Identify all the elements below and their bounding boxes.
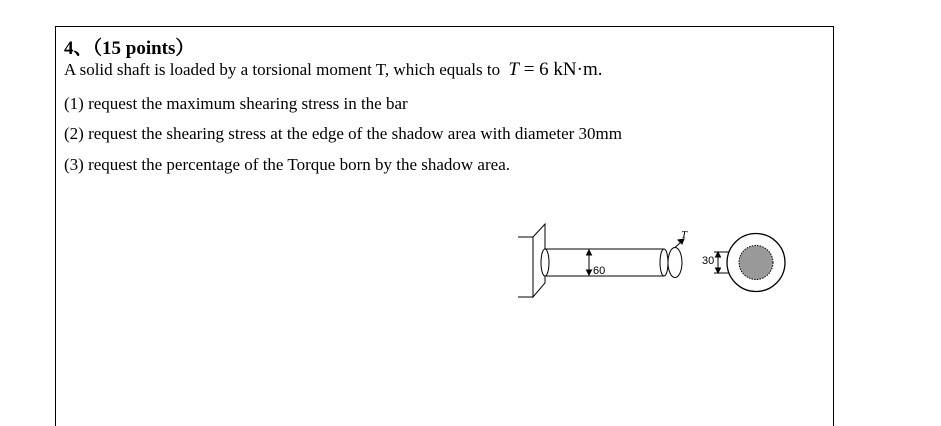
- question-1: (1) request the maximum shearing stress in the bar: [64, 94, 408, 113]
- shaft-diameter-label: 60: [593, 265, 606, 277]
- question-2: (2) request the shearing stress at the edge of the shadow area with diameter 30mm: [64, 124, 622, 143]
- torque-formula: [508, 59, 602, 80]
- formula-variable: T: [508, 59, 519, 80]
- shadow-area: [739, 246, 773, 280]
- problem-intro: [64, 59, 603, 81]
- shaft-figure: [514, 219, 804, 309]
- torque-arrow: [668, 239, 684, 278]
- question-3: (3) request the percentage of the Torque born by the shadow area.: [64, 155, 510, 174]
- torque-label: T: [681, 229, 688, 241]
- problem-title: 4、（15 points）: [64, 38, 195, 59]
- problem-box: [55, 26, 834, 426]
- formula-value: = 6 kN·m.: [518, 59, 603, 80]
- inner-diameter-label: 30: [702, 255, 715, 267]
- intro-text: A solid shaft is loaded by a torsional moment T, which equals to: [64, 60, 501, 79]
